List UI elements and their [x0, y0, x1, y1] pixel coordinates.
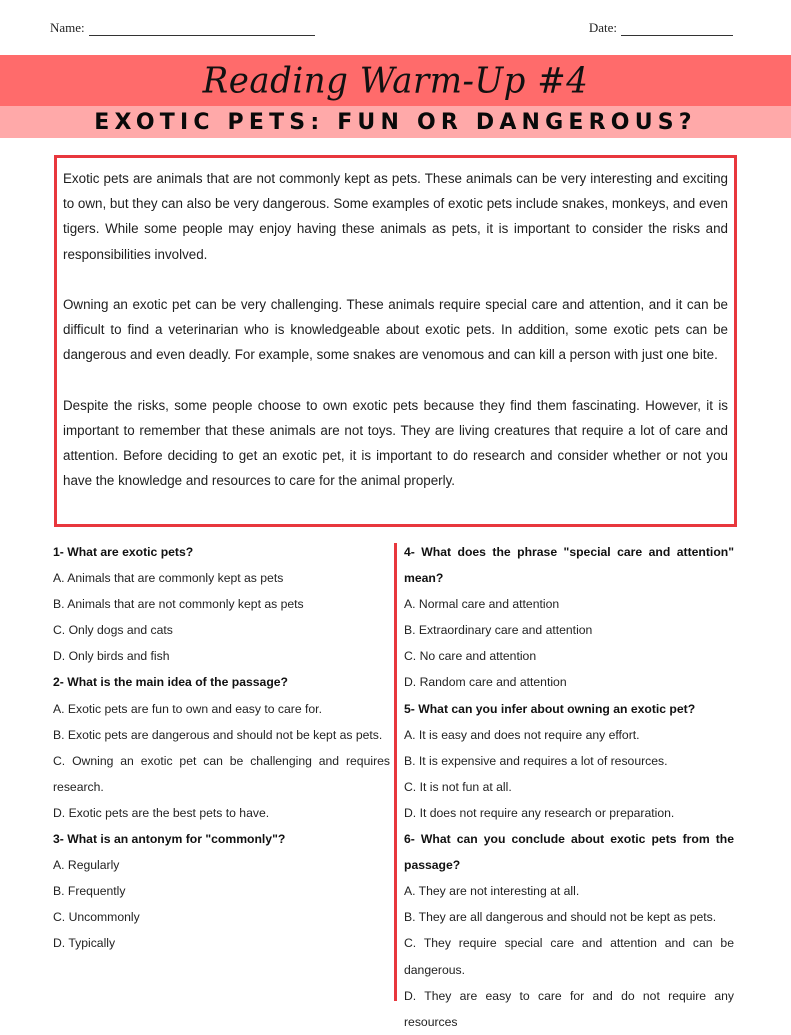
- question-2: [53, 669, 390, 826]
- question-1: [53, 539, 390, 669]
- questions-column-left: [53, 539, 390, 957]
- name-label: Name:: [50, 20, 85, 35]
- answer-option[interactable]: B. Extraordinary care and attention: [404, 623, 593, 638]
- passage-paragraph: Owning an exotic pet can be very challenging. These animals require special care and attention, and it can be difficult to find a veterinarian who is knowledgeable about exotic pets. In addition, some exotic pets can be dangerous and even deadly. For example, some snakes are venomous and can kill a person with just one bite.: [63, 297, 728, 363]
- column-divider: [394, 543, 397, 1001]
- question-title: 3- What is an antonym for "commonly"?: [53, 832, 286, 847]
- answer-option[interactable]: B. They are all dangerous and should not be kept as pets.: [404, 910, 717, 925]
- answer-option[interactable]: B. It is expensive and requires a lot of resources.: [404, 753, 668, 768]
- answer-option[interactable]: C. No care and attention: [404, 649, 537, 664]
- question-5: [404, 696, 734, 826]
- answer-option[interactable]: A. Regularly: [53, 858, 120, 873]
- answer-option[interactable]: D. Typically: [53, 936, 116, 951]
- answer-option[interactable]: C. They require special care and attention and can be dangerous.: [404, 936, 734, 977]
- passage-paragraph: Exotic pets are animals that are not commonly kept as pets. These animals can be very interesting and exciting to own, but they can also be very dangerous. Some examples of exotic pets include snakes, monkeys, and even tigers. While some people may enjoy having these animals as pets, it is important to consider the risks and responsibilities involved.: [63, 171, 728, 262]
- answer-option[interactable]: B. Exotic pets are dangerous and should not be kept as pets.: [53, 727, 383, 742]
- worksheet-subtitle: EXOTIC PETS: FUN OR DANGEROUS?: [94, 109, 697, 135]
- question-title: 2- What is the main idea of the passage?: [53, 675, 288, 690]
- student-info-header: [50, 20, 733, 40]
- answer-option[interactable]: C. Uncommonly: [53, 910, 140, 925]
- answer-option[interactable]: C. Owning an exotic pet can be challenging and requires research.: [53, 753, 390, 794]
- answer-option[interactable]: A. Exotic pets are fun to own and easy to care for.: [53, 701, 322, 716]
- answer-option[interactable]: A. It is easy and does not require any effort.: [404, 727, 640, 742]
- questions-column-right: [404, 539, 734, 1035]
- answer-option[interactable]: A. They are not interesting at all.: [404, 884, 580, 899]
- question-title: 4- What does the phrase "special care and attention" mean?: [404, 545, 734, 586]
- name-field[interactable]: [50, 20, 315, 36]
- date-field[interactable]: [589, 20, 733, 36]
- subtitle-banner: [0, 106, 791, 138]
- answer-option[interactable]: D. Random care and attention: [404, 675, 567, 690]
- answer-option[interactable]: D. It does not require any research or preparation.: [404, 805, 675, 820]
- question-6: [404, 826, 734, 1035]
- name-blank-line[interactable]: [89, 23, 315, 36]
- date-blank-line[interactable]: [621, 23, 733, 36]
- question-3: [53, 826, 390, 956]
- reading-passage-box: [54, 155, 737, 527]
- answer-option[interactable]: A. Animals that are commonly kept as pets: [53, 571, 284, 586]
- answer-option[interactable]: D. They are easy to care for and do not require any resources: [404, 988, 734, 1029]
- answer-option[interactable]: B. Animals that are not commonly kept as pets: [53, 597, 304, 612]
- date-label: Date:: [588, 20, 617, 35]
- reading-passage: [63, 166, 728, 494]
- question-4: [404, 539, 734, 696]
- title-banner: [0, 55, 791, 106]
- answer-option[interactable]: C. It is not fun at all.: [404, 779, 512, 794]
- passage-paragraph: Despite the risks, some people choose to own exotic pets because they find them fascinating. However, it is important to remember that these animals are not toys. They are living creatures that require a lot of care and attention. Before deciding to get an exotic pet, it is important to do research and consider whether or not you have the knowledge and resources to care for the animal properly.: [63, 397, 728, 489]
- answer-option[interactable]: A. Normal care and attention: [404, 597, 560, 612]
- answer-option[interactable]: D. Only birds and fish: [53, 649, 170, 664]
- answer-option[interactable]: B. Frequently: [53, 884, 126, 899]
- question-title: 1- What are exotic pets?: [53, 545, 194, 559]
- question-title: 5- What can you infer about owning an exotic pet?: [404, 701, 696, 716]
- answer-option[interactable]: D. Exotic pets are the best pets to have.: [53, 805, 270, 820]
- answer-option[interactable]: C. Only dogs and cats: [53, 623, 173, 638]
- worksheet-title: Reading Warm-Up #4: [202, 59, 589, 102]
- question-title: 6- What can you conclude about exotic pets from the passage?: [404, 832, 734, 873]
